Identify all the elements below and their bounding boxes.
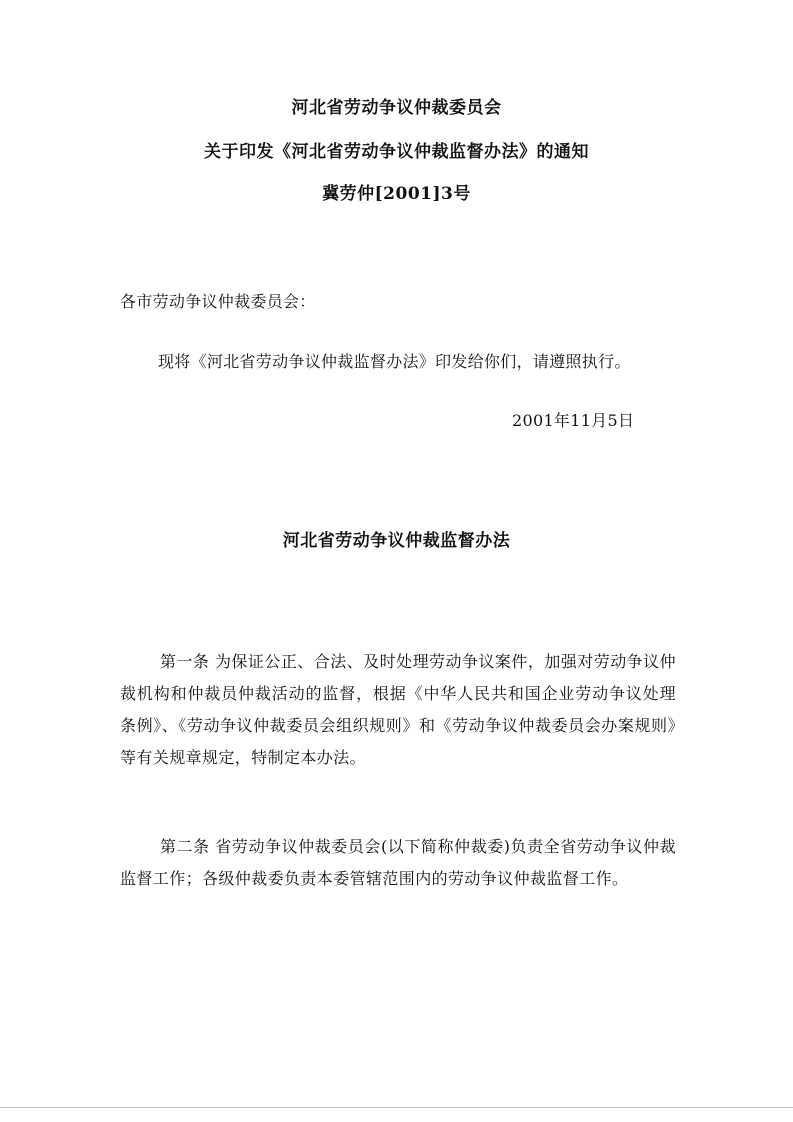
article-1: 第一条 为保证公正、合法、及时处理劳动争议案件，加强对劳动争议仲裁机构和仲裁员仲裁活动的监督，根据《中华人民共和国企业劳动争议处理条例》、《劳动争议仲裁委员会组织规则》和《劳动争议仲裁委员会办案规则》等有关规章规定，特制定本办法。 (120, 652, 676, 767)
notice-date: 2001年11月5日 (512, 411, 635, 430)
document-title: 河北省劳动争议仲裁委员会 (291, 98, 502, 118)
notice-body: 现将《河北省劳动争议仲裁监督办法》印发给你们，请遵照执行。 (158, 352, 631, 371)
article-2: 第二条 省劳动争议仲裁委员会(以下简称仲裁委)负责全省劳动争议仲裁监督工作；各级仲裁委负责本委管辖范围内的劳动争议仲裁监督工作。 (120, 837, 676, 888)
notice-salutation: 各市劳动争议仲裁委员会： (120, 292, 316, 311)
notice-title: 关于印发《河北省劳动争议仲裁监督办法》的通知 (204, 142, 589, 162)
page-bottom-divider (0, 1107, 793, 1108)
document-number: 冀劳仲[2001]3号 (322, 184, 471, 204)
regulation-title: 河北省劳动争议仲裁监督办法 (282, 531, 511, 551)
